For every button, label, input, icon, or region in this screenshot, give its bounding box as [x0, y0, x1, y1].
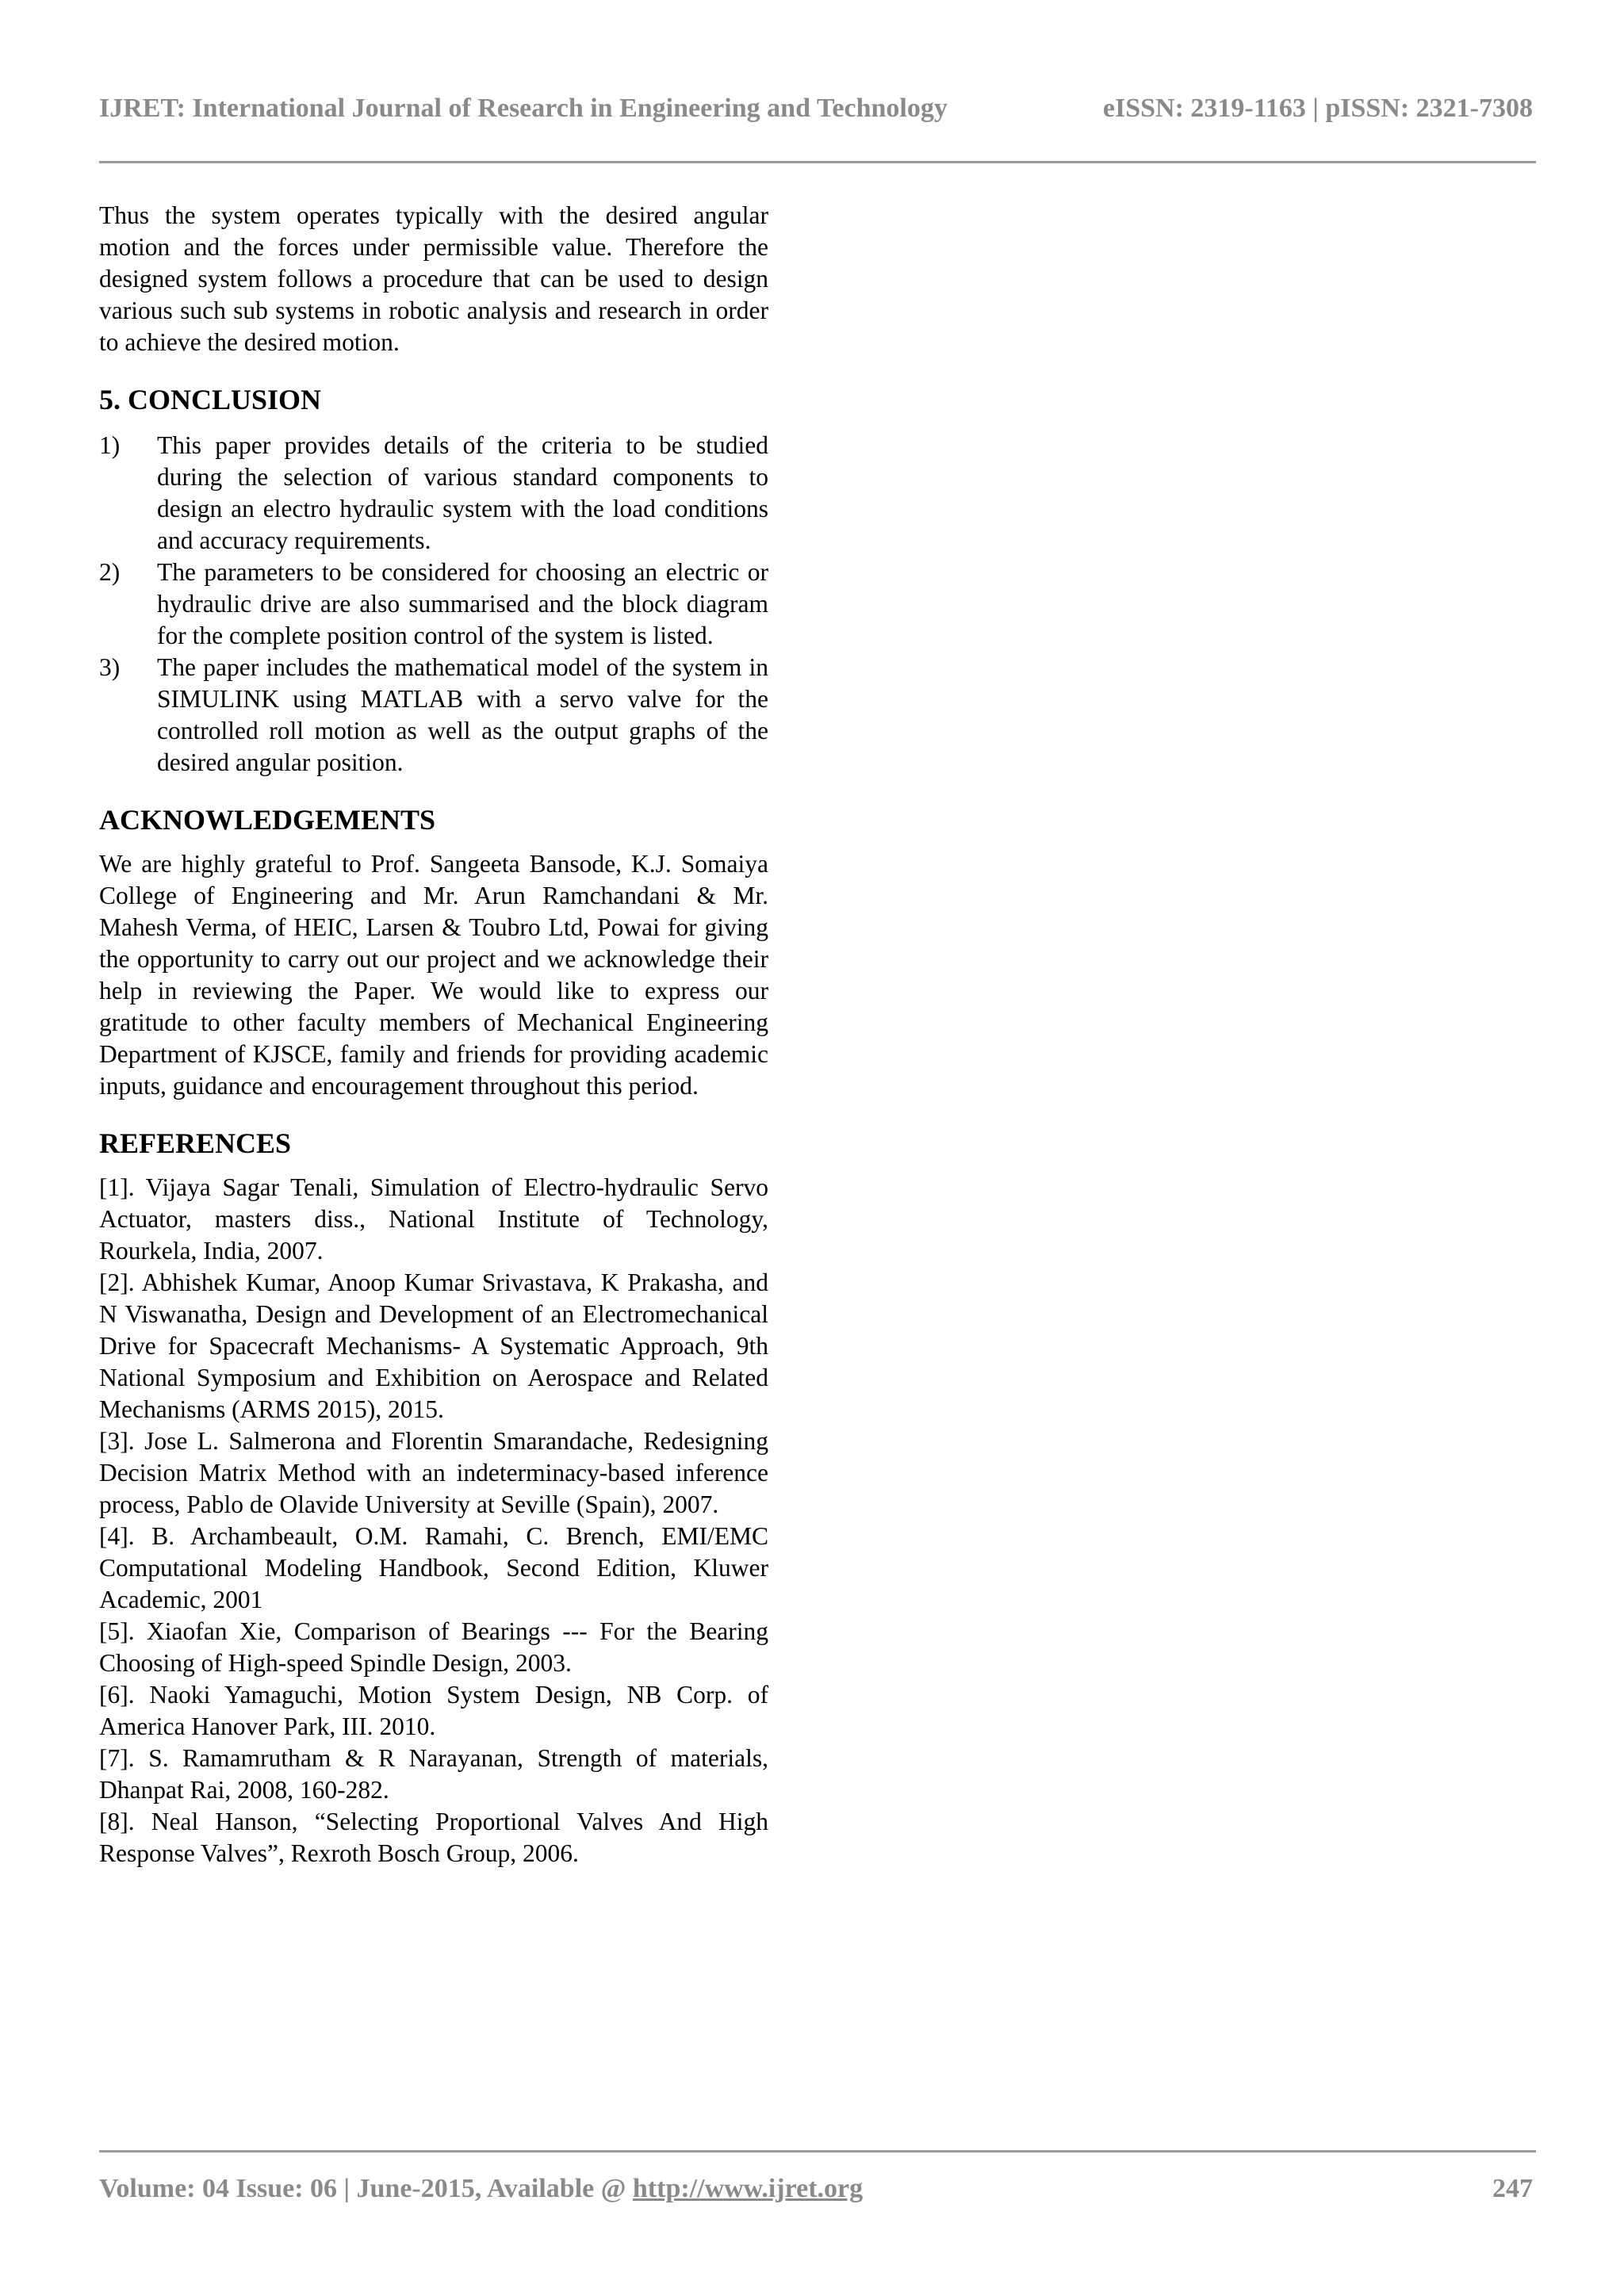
journal-title: IJRET: International Journal of Research in Engineering and Technology [99, 94, 948, 123]
footer-divider [99, 2150, 1536, 2152]
list-item [99, 652, 768, 779]
page-footer [99, 2174, 1533, 2214]
conclusion-list [99, 430, 768, 779]
volume-info: Volume: 04 Issue: 06 | June-2015, Available @ [99, 2174, 633, 2203]
conclusion-heading: 5. CONCLUSION [99, 384, 322, 415]
header-divider [99, 161, 1536, 163]
list-item [99, 430, 768, 557]
list-item-text: The parameters to be considered for choosing an electric or hydraulic drive are also summarised and the block diagram for the complete position control of the system is listed. [157, 558, 768, 649]
acknowledgements-heading: ACKNOWLEDGEMENTS [99, 804, 436, 836]
list-number: 3) [99, 653, 121, 681]
reference-item: [8]. Neal Hanson, “Selecting Proportional Valves And High Response Valves”, Rexroth Bosch Group, 2006. [99, 1808, 768, 1867]
list-item [99, 557, 768, 652]
list-item-text: This paper provides details of the criteria to be studied during the selection of various standard components to design an electro hydraulic system with the load conditions and accuracy requirements. [157, 431, 768, 554]
reference-item: [2]. Abhishek Kumar, Anoop Kumar Srivastava, K Prakasha, and N Viswanatha, Design and Development of an Electromechanical Drive for Spacecraft Mechanisms- A Systematic Approach, 9th National Symposium and Exhibition on Aerospace and Related Mechanisms (ARMS 2015), 2015. [99, 1269, 768, 1423]
intro-paragraph: Thus the system operates typically with the desired angular motion and the forces under permissible value. Therefore the designed system follows a procedure that can be used to design various such sub systems in robotic analysis and research in order to achieve the desired motion. [99, 201, 768, 356]
list-item-text: The paper includes the mathematical model of the system in SIMULINK using MATLAB with a servo valve for the controlled roll motion as well as the output graphs of the desired angular position. [157, 653, 768, 776]
page-header [99, 94, 1533, 141]
reference-item: [7]. S. Ramamrutham & R Narayanan, Strength of materials, Dhanpat Rai, 2008, 160-282. [99, 1744, 768, 1804]
reference-item: [5]. Xiaofan Xie, Comparison of Bearings --- For the Bearing Choosing of High-speed Spindle Design, 2003. [99, 1617, 768, 1677]
page-number: 247 [1492, 2174, 1533, 2203]
left-column [99, 200, 768, 1869]
reference-item: [3]. Jose L. Salmerona and Florentin Smarandache, Redesigning Decision Matrix Method with an indeterminacy-based inference process, Pablo de Olavide University at Seville (Spain), 2007. [99, 1427, 768, 1518]
references-heading: REFERENCES [99, 1127, 292, 1159]
list-number: 1) [99, 431, 121, 459]
reference-item: [1]. Vijaya Sagar Tenali, Simulation of Electro-hydraulic Servo Actuator, masters diss., National Institute of Technology, Rourkela, India, 2007. [99, 1173, 768, 1265]
reference-item: [6]. Naoki Yamaguchi, Motion System Design, NB Corp. of America Hanover Park, III. 2010. [99, 1681, 768, 1740]
journal-link[interactable]: http://www.ijret.org [632, 2174, 864, 2203]
references-list [99, 1172, 768, 1869]
acknowledgements-text: We are highly grateful to Prof. Sangeeta Bansode, K.J. Somaiya College of Engineering and Mr. Arun Ramchandani & Mr. Mahesh Verma, of HEIC, Larsen & Toubro Ltd, Powai for giving the opportunity to carry out our project and we acknowledge their help in reviewing the Paper. We would like to express our gratitude to other faculty members of Mechanical Engineering Department of KJSCE, family and friends for providing academic inputs, guidance and encouragement throughout this period. [99, 850, 768, 1100]
list-number: 2) [99, 558, 121, 586]
footer-volume [99, 2174, 863, 2204]
reference-item: [4]. B. Archambeault, O.M. Ramahi, C. Brench, EMI/EMC Computational Modeling Handbook, Second Edition, Kluwer Academic, 2001 [99, 1522, 768, 1613]
issn-info: eISSN: 2319-1163 | pISSN: 2321-7308 [1102, 94, 1533, 123]
